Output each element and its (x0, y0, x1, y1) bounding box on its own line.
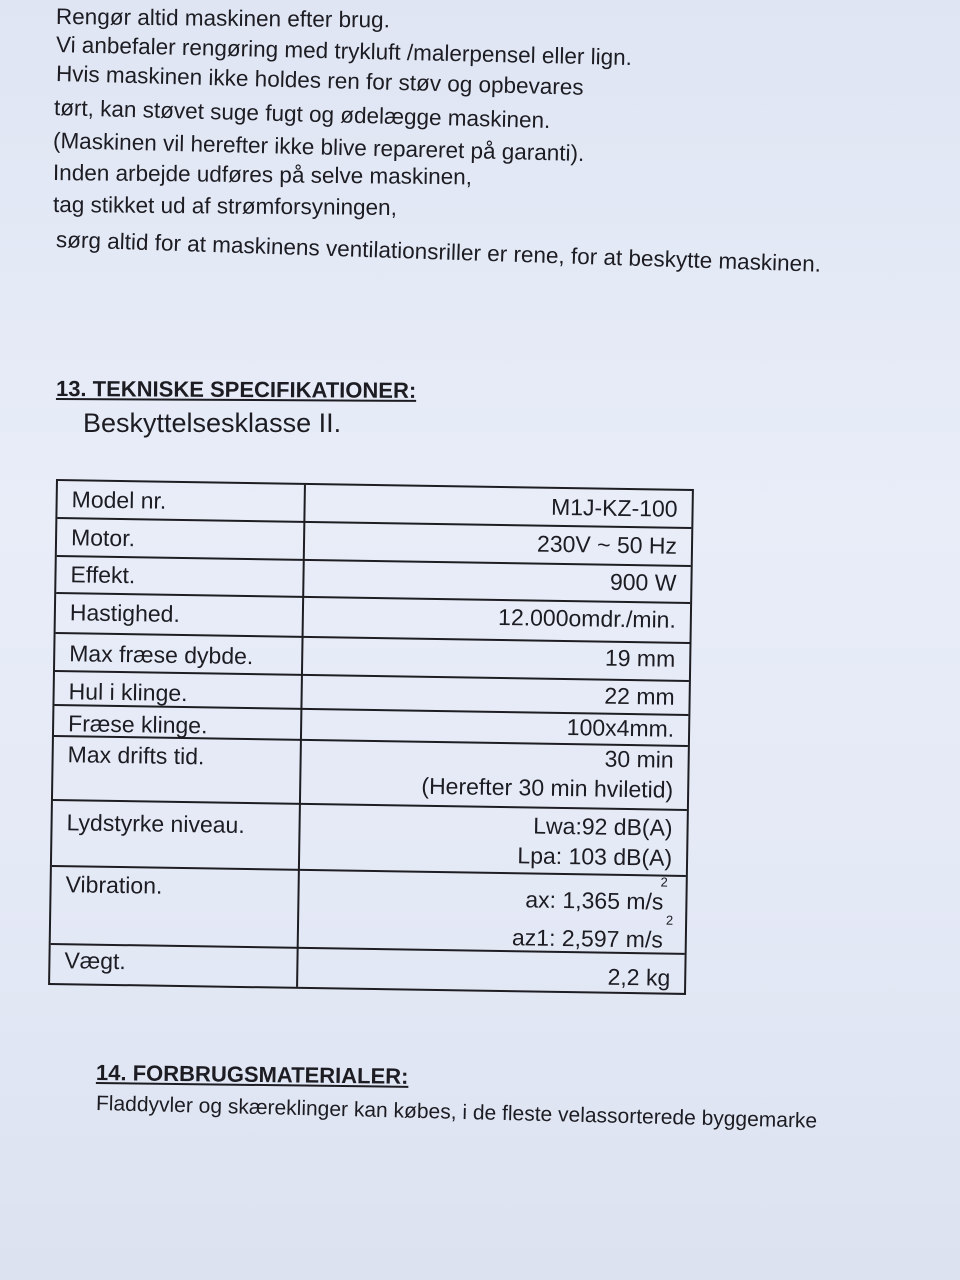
spec-label: Hastighed. (69, 599, 181, 627)
intro-line-3: Hvis maskinen ikke holdes ren for støv og opbevares (55, 61, 584, 100)
intro-line-8: sørg altid for at maskinens ventilationsriller er rene, for at beskytte maskinen. (55, 227, 822, 277)
intro-line-1: Rengør altid maskinen efter brug. (55, 4, 391, 33)
intro-line-5: (Maskinen vil herefter ikke blive repareret på garanti). (52, 128, 585, 166)
consumables-text: Fladdyvler og skæreklinger kan købes, i de fleste velassorterede byggemarke (95, 1092, 818, 1133)
protection-class: Beskyttelsesklasse II. (83, 408, 342, 438)
spec-value: 30 min (604, 745, 674, 773)
spec-value: 19 mm (604, 644, 676, 672)
spec-label: Model nr. (71, 486, 167, 514)
intro-line-6: Inden arbejde udføres på selve maskinen, (52, 160, 473, 190)
spec-value: M1J-KZ-100 (550, 493, 678, 522)
spec-value: (Herefter 30 min hviletid) (421, 772, 674, 803)
spec-value: Lpa: 103 dB(A) (517, 842, 673, 871)
spec-value: 230V ~ 50 Hz (536, 530, 678, 559)
spec-label: Vægt. (64, 947, 127, 975)
spec-label: Fræse klinge. (67, 710, 208, 739)
spec-value: az1: 2,597 m/s (511, 924, 664, 953)
spec-row-runtime (53, 737, 688, 811)
spec-label: Effekt. (70, 561, 136, 589)
spec-label: Max fræse dybde. (69, 640, 254, 670)
spec-value: 22 mm (604, 682, 675, 710)
spec-table (48, 479, 694, 995)
spec-value: 100x4mm. (566, 714, 675, 742)
spec-row-weight (50, 945, 685, 995)
spec-label: Motor. (70, 524, 136, 552)
section-13-heading: 13. TEKNISKE SPECIFIKATIONER: (55, 376, 417, 403)
intro-line-2: Vi anbefaler rengøring med trykluft /malerpensel eller lign. (55, 32, 633, 71)
superscript: 2 (665, 912, 674, 928)
intro-line-4: tørt, kan støvet suge fugt og ødelægge maskinen. (53, 95, 551, 133)
spec-value: 2,2 kg (607, 963, 671, 991)
spec-label: Max drifts tid. (67, 741, 205, 770)
spec-value: Lwa:92 dB(A) (533, 812, 673, 841)
spec-row-vibration (51, 867, 686, 955)
spec-label: Vibration. (65, 871, 163, 899)
spec-value: 12.000omdr./min. (497, 603, 677, 633)
spec-value: 900 W (609, 568, 677, 596)
spec-label: Hul i klinge. (68, 678, 188, 707)
spec-value: ax: 1,365 m/s (525, 886, 664, 915)
intro-line-7: tag stikket ud af strømforsyningen, (52, 192, 398, 221)
spec-label: Lydstyrke niveau. (66, 809, 245, 839)
section-14-heading: 14. FORBRUGSMATERIALER: (95, 1060, 409, 1089)
spec-row-noise (52, 801, 687, 877)
superscript: 2 (660, 874, 668, 890)
